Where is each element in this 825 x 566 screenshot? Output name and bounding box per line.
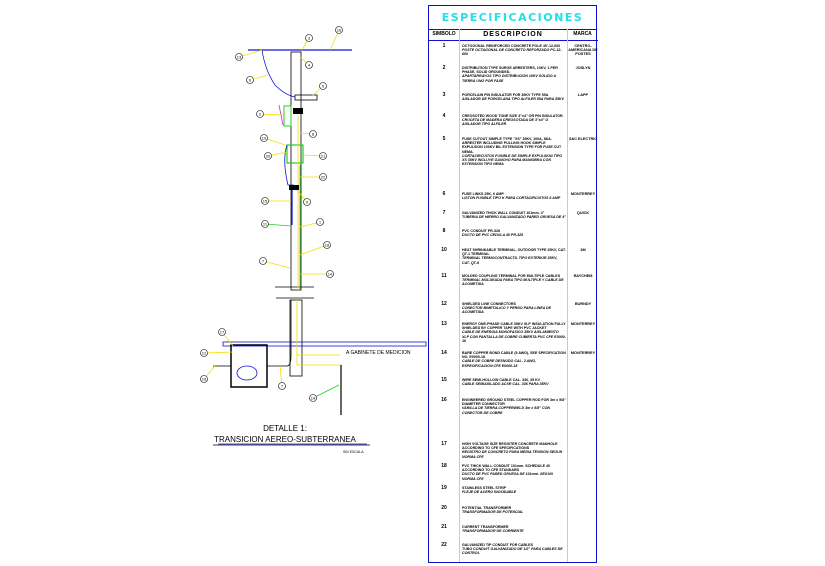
row-symbol: 10 <box>441 247 447 253</box>
row-symbol: 2 <box>442 65 446 71</box>
row-symbol: 15 <box>441 377 447 383</box>
description-en: POTENTIAL TRANSFORMER <box>462 506 512 510</box>
callout-number: 7 <box>280 383 284 389</box>
row-symbol: 13 <box>441 321 447 327</box>
row-description <box>462 464 566 481</box>
row-description <box>462 525 566 533</box>
callout-13 <box>236 50 263 61</box>
description-en: MOLDED COUPLING TERMINAL FOR MULTIPLE CABLES <box>462 274 561 278</box>
callout-number: 9 <box>305 199 309 205</box>
callout-10 <box>261 135 286 146</box>
callout-number: 20 <box>265 153 271 159</box>
specifications-table <box>428 5 597 563</box>
description-es: POSTE OCTAGONAL DE CONCRETO REFORZADO PC-12-600 <box>462 48 562 57</box>
callout-number: 16 <box>201 376 207 382</box>
row-symbol: 8 <box>442 228 446 234</box>
row-brand: LAPP <box>577 93 589 97</box>
detail-subtitle: TRANSICION AEREO-SUBTERRANEA <box>214 435 356 444</box>
callout-4 <box>300 57 313 69</box>
callout-number: 10 <box>261 135 267 141</box>
drop-wire <box>262 50 295 97</box>
row-symbol: 7 <box>442 210 446 216</box>
row-brand: 3M <box>580 248 586 252</box>
description-es: CABLE DE ENERGIA MONOFASICO 35KV AISLAMIENTO XLP CON PANTALLA DE COBRE CUBIERTA PVC CFE E0000-16 <box>462 330 566 343</box>
row-description <box>462 543 566 556</box>
description-en: BARE COPPER BOND CABLE (5 AWG), SEE SPECIFICATION NO. E0000-18 <box>462 351 566 360</box>
row-symbol: 16 <box>441 397 447 403</box>
row-symbol: 6 <box>442 191 446 197</box>
row-description <box>462 137 566 166</box>
description-en: STAINLESS STEEL STRIP <box>462 486 506 490</box>
row-description <box>462 302 566 315</box>
callout-8 <box>300 131 317 138</box>
row-description <box>462 229 566 237</box>
crossarm <box>295 95 317 100</box>
row-brand: BURNDY <box>574 302 592 306</box>
row-description <box>462 398 566 415</box>
row-brand: JOSLYN <box>575 66 591 70</box>
description-en: GALVANIZED TIP CONDUIT FOR CABLES <box>462 543 534 547</box>
row-symbol: 4 <box>442 113 446 119</box>
callout-number: 14 <box>327 271 333 277</box>
row-description <box>462 322 566 343</box>
callout-22 <box>300 174 327 181</box>
row-description <box>462 486 566 494</box>
row-brand: RAYCHEM <box>573 274 593 278</box>
description-es: LISTON FUSIBLE TIPO K PARA CORTACIRCUITOS 6 AMP <box>462 196 561 201</box>
row-symbol: 12 <box>441 301 447 307</box>
callout-number: 16 <box>336 27 342 33</box>
description-es: CONECTOR BIMETALICO Y PERNO PARA LINEA DE ACOMETIDA <box>462 306 552 315</box>
note-meter-cabinet: A GABINETE DE MEDICION <box>346 350 411 356</box>
row-brand: MONTERREY <box>570 351 596 355</box>
row-symbol: 22 <box>441 542 447 548</box>
row-description <box>462 442 566 459</box>
description-en: CURRENT TRANSFORMER <box>462 525 509 529</box>
row-symbol: 11 <box>441 273 447 279</box>
description-en: PVC CONDUIT PR-328 <box>462 229 500 233</box>
callout-number: 21 <box>320 153 326 159</box>
scale-note: SIN ESCALA <box>343 450 364 454</box>
callout-number: 2 <box>258 111 262 117</box>
callout-number: 8 <box>311 131 315 137</box>
callout-16 <box>201 366 216 383</box>
header-description: DESCRIPCION <box>459 29 567 41</box>
column-divider <box>459 29 460 562</box>
row-description <box>462 211 566 219</box>
callout-12 <box>201 350 234 357</box>
description-es: TRANSFORMADOR DE CORRIENTE <box>462 529 524 534</box>
row-symbol: 1 <box>442 43 446 49</box>
callout-number: 18 <box>324 242 330 248</box>
row-symbol: 17 <box>441 441 447 447</box>
callout-19 <box>310 385 340 402</box>
description-es: REGISTRO DE CONCRETO PARA MEDIA TENSION SEGUN NORMA CFE <box>462 450 563 459</box>
callout-14 <box>300 271 334 278</box>
row-description <box>462 93 566 101</box>
row-brand: MONTERREY <box>570 322 596 326</box>
row-description <box>462 351 566 368</box>
callout-number: 6 <box>248 77 252 83</box>
callout-5 <box>312 83 327 97</box>
strap <box>289 185 299 190</box>
cable <box>285 145 294 185</box>
description-en: CREOSOTED WOOD TONE SIZE 3"x4" OR PIN INSULATOR. <box>462 114 564 118</box>
callout-number: 19 <box>310 395 316 401</box>
description-es: TERMINAL MOLDEADA PARA TIPO MULTIPLE Y CABLE DE ACOMETIDA <box>462 278 564 287</box>
description-es: TUBO CONDUIT GALVANIZADO DE 1/2" PARA CABLES DE CONTROL <box>462 547 563 556</box>
callout-number: 22 <box>320 174 326 180</box>
row-description <box>462 44 566 57</box>
description-en: DISTRIBUTION TYPE SURGE ARRESTERS, 10KV, 1 PER PHASE, SOLID GROUNDED. <box>462 66 558 75</box>
description-es: CORTACIRCUITOS FUSIBLE DE SIMPLE EXPULSION TIPO XS 35KV INCLUYE GANCHO PARA MANIOBRA CON EXTENSION TIPO NEMA <box>462 153 563 167</box>
callout-18 <box>300 242 331 256</box>
description-en: WIRE SEMI-HOLLOW CABLE CAL. 336, 35 KV <box>462 378 541 382</box>
callout-7 <box>279 366 286 390</box>
callout-number: 1 <box>318 219 322 225</box>
callout-17 <box>219 329 234 347</box>
callout-15 <box>262 198 292 205</box>
description-es: TERMINAL TERMOCONTRACTIL TIPO EXTERIOR 25KV, CAT. QT-II <box>462 256 558 265</box>
row-brand: QUICK <box>576 211 590 215</box>
description-en: SHIELDED LINE CONNECTORS <box>462 302 516 306</box>
callout-number: 5 <box>321 83 325 89</box>
row-description <box>462 192 566 200</box>
description-en: PVC THICK WALL CONDUIT 101mm. SCHEDULE 40 ACCORDING TO CFE STANDARD <box>462 464 550 473</box>
description-es: DUCTO DE PVC PARED GRUESA DE 101mm. SEGUN NORMA CFE <box>462 472 553 481</box>
description-en: FUSE CUTOUT SIMPLE TYPE "XS" 35KV, 100A, 8KA. ARRESTER INCLUDING PULLING HOOK SIMPLE EXPULSION 100KV BIL EXTENSION TYPE FOR FUSE CUT NEMA. <box>462 137 562 154</box>
description-es: TRANSFORMADOR DE POTENCIAL <box>462 510 524 515</box>
description-en: ENGINEERED GROUND STEEL COPPER ROD FOR 3m x 5/8" DIAMETER CONNECTOR <box>462 398 566 407</box>
description-es: TUBERIA DE HIERRO GALVANIZADO PARED GRUESA DE 4" <box>462 215 566 220</box>
callout-16 <box>330 27 343 51</box>
column-divider <box>567 29 568 562</box>
bracket <box>293 108 303 114</box>
row-description <box>462 378 566 386</box>
row-symbol: 3 <box>442 92 446 98</box>
description-es: DUCTO DE PVC CEDULA 40 PR-328 <box>462 233 524 238</box>
callout-6 <box>247 75 269 84</box>
callout-number: 11 <box>262 221 268 227</box>
callout-21 <box>303 153 327 160</box>
header-symbol: SIMBOLO <box>429 29 459 41</box>
row-symbol: 19 <box>441 485 447 491</box>
detail-title: DETALLE 1: <box>263 424 307 433</box>
row-brand: MONTERREY <box>570 192 596 196</box>
callout-number: 15 <box>262 198 268 204</box>
description-es: VARILLA DE TIERRA COPPERWELD 3m x 5/8" CON CONECTOR DE COBRE <box>462 406 550 415</box>
callout-number: 7 <box>261 258 265 264</box>
row-brand: S&C ELECTRIC <box>568 137 598 141</box>
description-en: HEAT SHRINKABLE TERMINAL, OUTDOOR TYPE 25KV, CAT. QT-1 TERMINAL <box>462 248 566 257</box>
description-en: ENERGY ONE-PHASE CABLE 35KV XLP INSULATION FULLY SHIELDED BY COPPER TAPE WITH PVC JACKET <box>462 322 566 331</box>
header-brand: MARCA <box>567 29 598 41</box>
ground-conductor <box>297 300 342 365</box>
row-symbol: 18 <box>441 463 447 469</box>
row-description <box>462 506 566 514</box>
callout-number: 4 <box>307 62 311 68</box>
callout-2 <box>257 111 284 118</box>
row-description <box>462 248 566 265</box>
description-es: FLEJE DE ACERO INOXIDABLE <box>462 490 517 495</box>
row-symbol: 14 <box>441 350 447 356</box>
callout-20 <box>265 152 288 160</box>
callout-number: 12 <box>201 350 207 356</box>
callout-1 <box>300 219 324 228</box>
row-symbol: 20 <box>441 505 447 511</box>
row-symbol: 21 <box>441 524 447 530</box>
pole-upper <box>291 52 301 290</box>
description-es: CABLE SEMIAISLADO ACSR CAL. 336 PARA 35KV <box>462 382 549 387</box>
description-es: APARTARRAYOS TIPO DISTRIBUCION 10KV SOLIDO A TIERRA UNO POR FASE <box>462 74 556 83</box>
cable-loop <box>237 366 257 380</box>
description-en: HIGH VOLTAGE SIZE REGISTER CONCRETE MANHOLE ACCORDING TO CFE SPECIFICATIONS <box>462 442 558 451</box>
callout-number: 17 <box>219 329 225 335</box>
callout-7 <box>260 258 291 269</box>
row-brand: CENTRO-AMERICANA DE POSTES <box>568 44 598 57</box>
row-description <box>462 274 566 287</box>
description-es: CRUCETA DE MADERA CREOSOTADA DE 3"x4" O AISLADOR TIPO ALFILER <box>462 118 549 127</box>
spec-title: ESPECIFICACIONES <box>429 6 596 30</box>
description-en: OCTOGONAL REINFORCED CONCRETE POLE 45'-12-600 <box>462 44 561 48</box>
callout-9 <box>297 190 311 206</box>
callout-3 <box>302 35 313 51</box>
description-en: PORCELAIN PIN INSULATOR FOR 35KV TYPE 55A <box>462 93 549 97</box>
description-es: AISLADOR DE PORCELANA TIPO ALFILER 55A PARA 35KV <box>462 97 565 102</box>
description-es: CABLE DE COBRE DESNUDO CAL. 2 AWG, ESPECIFICACION CFE E0000-18 <box>462 359 537 368</box>
description-en: FUSE LINKS 25K, 6 AMP. <box>462 192 505 196</box>
row-description <box>462 114 566 127</box>
row-symbol: 5 <box>442 136 446 142</box>
description-en: GALVANIZED THICK WALL CONDUIT 101mm. 4" <box>462 211 545 215</box>
callout-number: 13 <box>236 54 242 60</box>
row-description <box>462 66 566 83</box>
callout-number: 3 <box>307 35 311 41</box>
surge-arrester <box>284 106 291 126</box>
callout-11 <box>262 221 292 228</box>
